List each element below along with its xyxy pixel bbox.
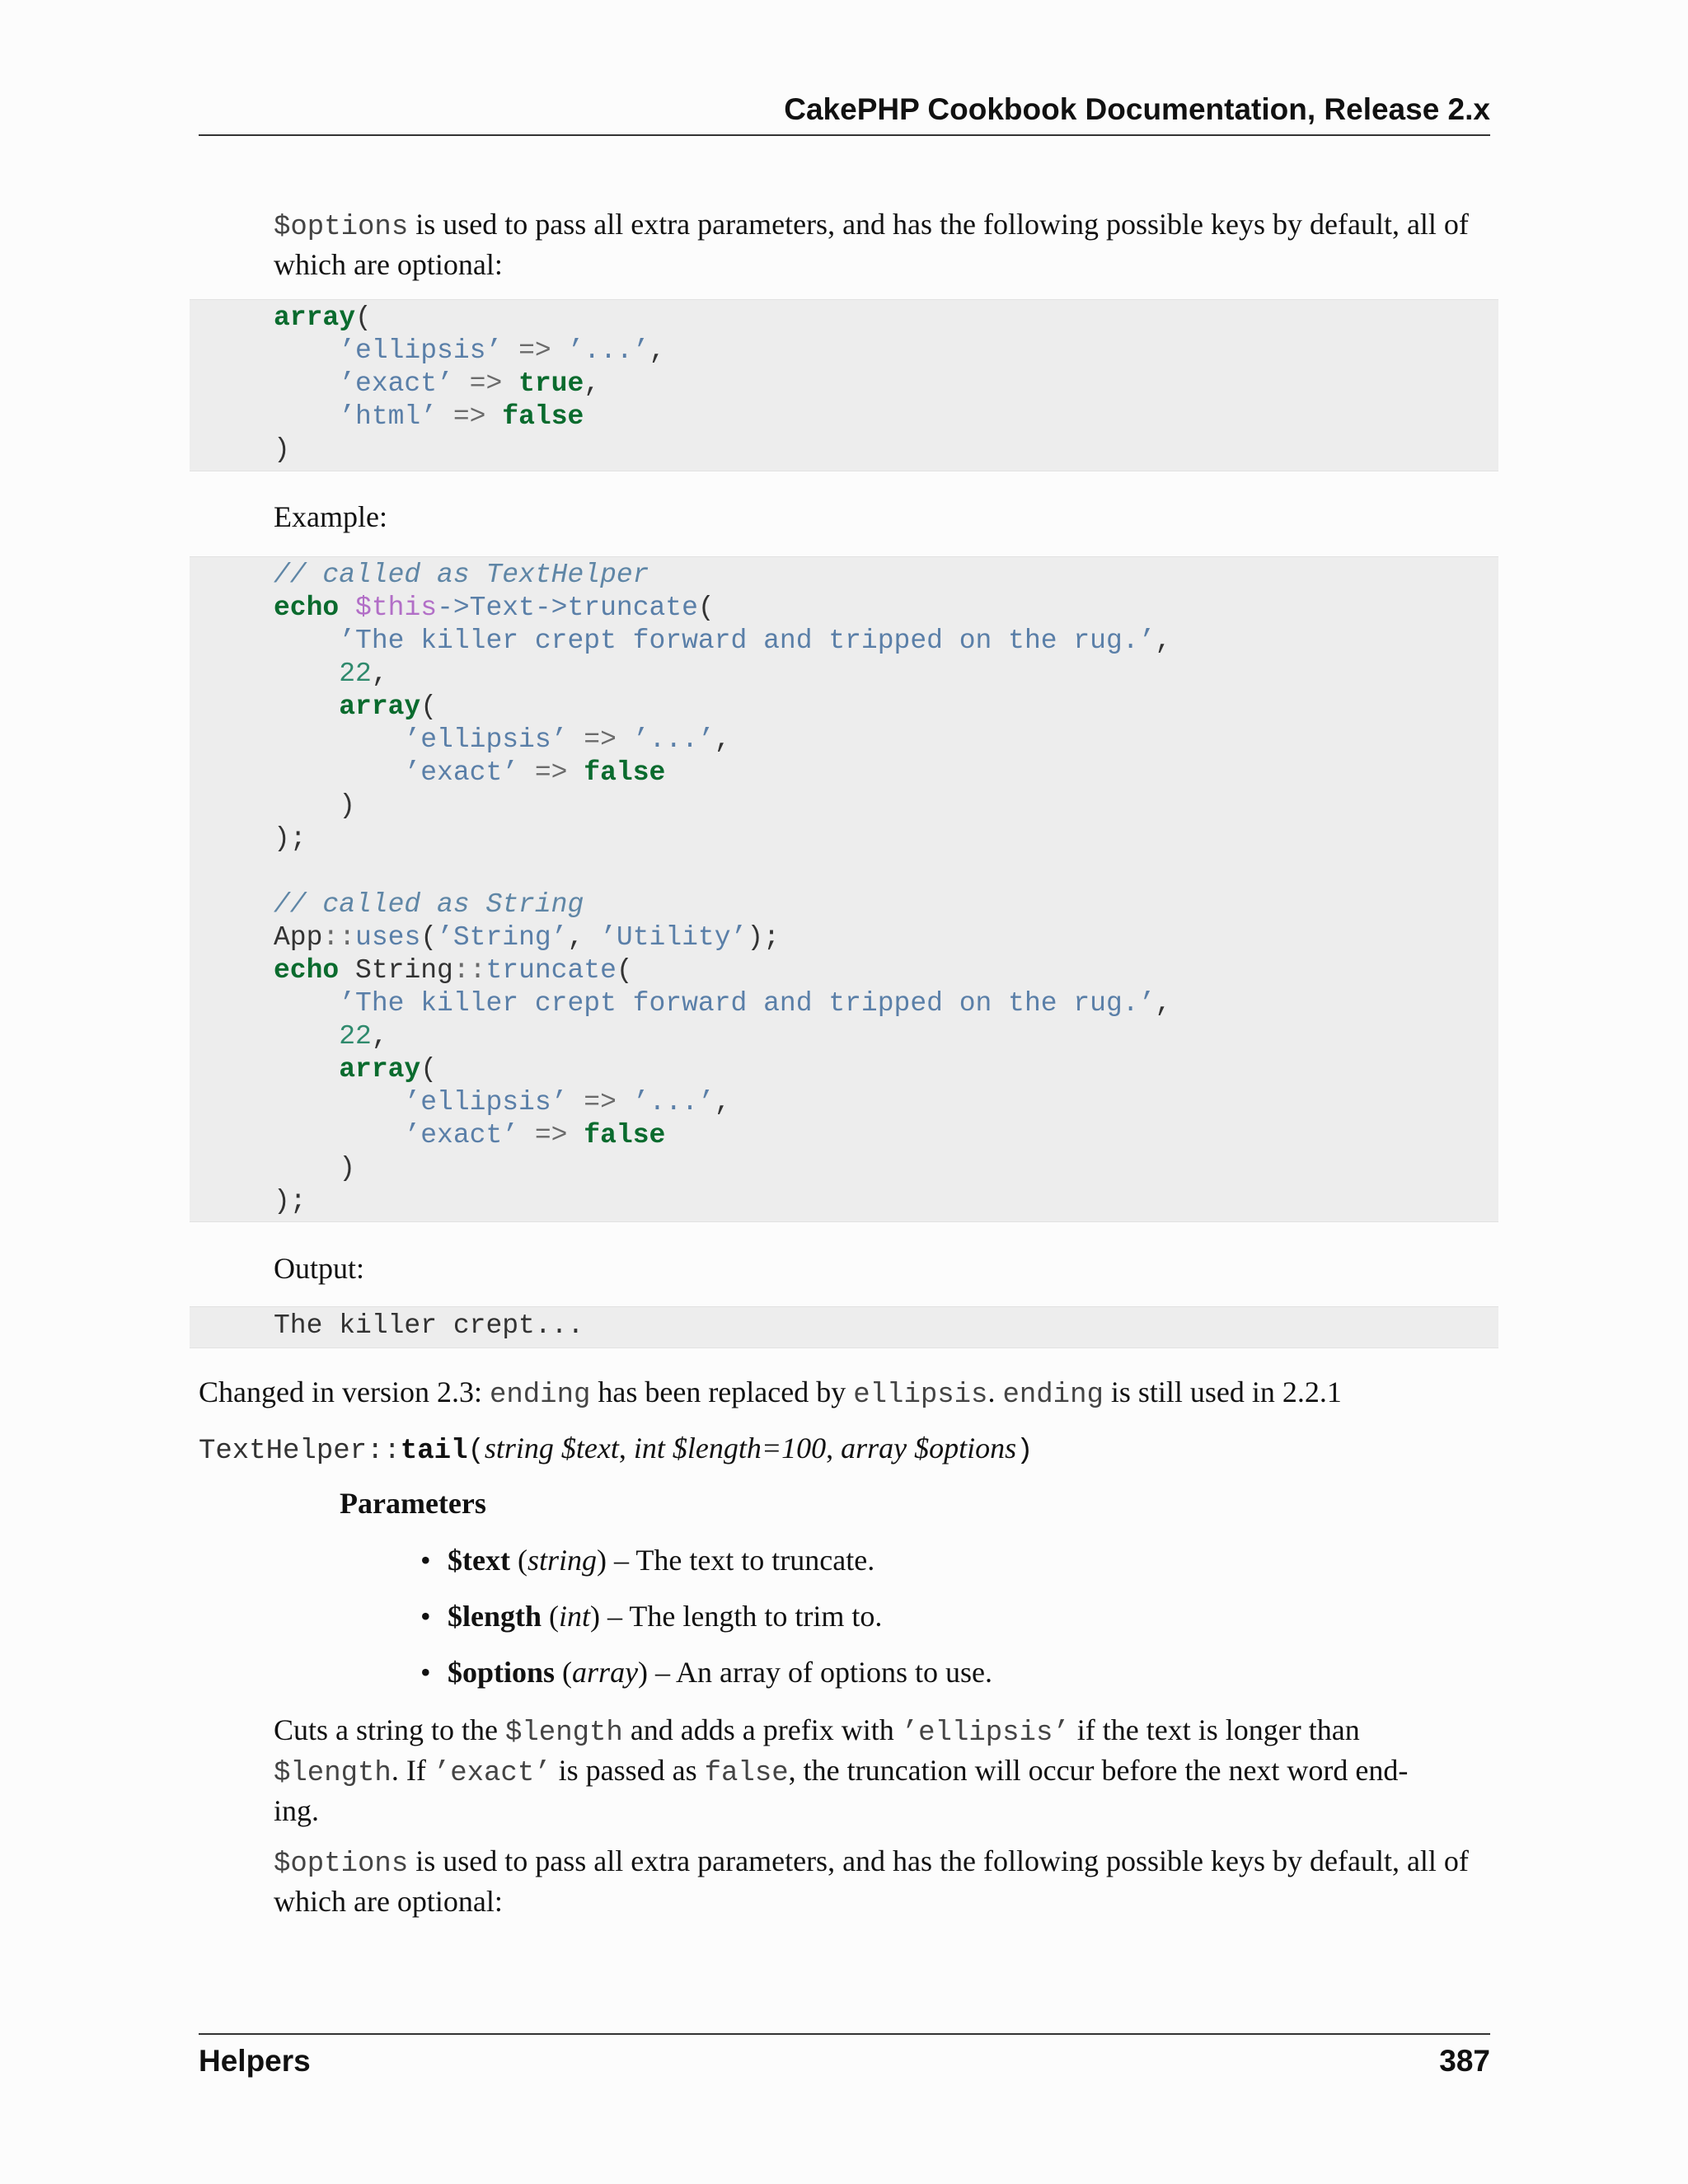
code-string: ’ellipsis’: [339, 335, 503, 366]
code-comment: // called as String: [274, 889, 584, 920]
changed-text: .: [987, 1376, 1003, 1408]
code-string: ’ellipsis’: [404, 1087, 568, 1118]
param-name: $options: [448, 1656, 556, 1689]
header-rule: [199, 134, 1490, 136]
inline-code: ending: [489, 1380, 591, 1411]
code-string: ’String’: [437, 922, 568, 953]
outro-text-1: is used to pass all extra parameters, and has the following possible keys by default, all of: [408, 1844, 1469, 1877]
code-string: ’exact’: [339, 368, 453, 399]
changed-in-version-note: [199, 1374, 1490, 1414]
signature-arg: array $options: [841, 1432, 1017, 1465]
param-name: $length: [448, 1600, 542, 1633]
code-string: ’...’: [632, 724, 715, 755]
code-string: ’exact’: [404, 757, 519, 788]
code-string: ’ellipsis’: [404, 724, 568, 755]
code-options-array: array( ’ellipsis’ => ’...’, ’exact’ => true, ’html’ => false ): [274, 302, 666, 465]
code-output: The killer crept...: [274, 1310, 584, 1341]
running-header-title: CakePHP Cookbook Documentation, Release 2.x: [784, 92, 1490, 126]
code-keyword: echo: [274, 593, 340, 623]
inline-code: $length: [274, 1758, 392, 1789]
signature-method: tail: [400, 1436, 468, 1467]
inline-code: $length: [505, 1718, 623, 1749]
code-class: App: [274, 922, 323, 953]
code-keyword: array: [274, 302, 356, 333]
code-string: ’...’: [632, 1087, 715, 1118]
code-string: ’The killer crept forward and tripped on the rug.’: [339, 626, 1156, 656]
param-desc: – The text to truncate.: [607, 1544, 875, 1577]
inline-code: ellipsis: [853, 1380, 988, 1411]
options-outro-paragraph: [274, 1843, 1490, 1920]
inline-code: ’ellipsis’: [901, 1718, 1070, 1749]
tail-description: Cuts a string to the $length and adds a prefix with ’ellipsis’ if the text is longer than $length. If ’exact’ is passed as false, the truncation will occur before the next word end- ing.: [274, 1713, 1409, 1827]
inline-code: false: [704, 1758, 789, 1789]
code-keyword: false: [584, 757, 666, 788]
param-desc: – The length to trim to.: [600, 1600, 883, 1633]
code-keyword: false: [584, 1120, 666, 1151]
code-string: ’...’: [567, 335, 649, 366]
code-function: ->Text->truncate: [437, 593, 698, 623]
options-var: $options: [274, 1849, 409, 1880]
inline-code: ending: [1002, 1380, 1104, 1411]
intro-text-1: is used to pass all extra parameters, and has the following possible keys by default, all of: [408, 208, 1469, 241]
code-keyword: echo: [274, 955, 340, 986]
changed-text: has been replaced by: [590, 1376, 854, 1408]
code-function: uses: [355, 922, 421, 953]
signature-paren: ): [1016, 1436, 1034, 1467]
code-class: String: [355, 955, 453, 986]
param-type: int: [559, 1600, 591, 1633]
param-type: array: [572, 1656, 639, 1689]
output-label: Output:: [274, 1252, 365, 1285]
changed-text: is still used in 2.2.1: [1103, 1376, 1342, 1408]
signature-class: TextHelper: [199, 1436, 368, 1467]
param-name: $text: [448, 1544, 510, 1577]
code-function: truncate: [485, 955, 617, 986]
code-string: ’The killer crept forward and tripped on the rug.’: [339, 988, 1156, 1019]
footer-section: Helpers: [199, 2044, 311, 2078]
page-number: 387: [1439, 2044, 1490, 2078]
code-string: ’exact’: [404, 1120, 519, 1151]
code-string: ’Utility’: [600, 922, 748, 953]
param-type: string: [527, 1544, 597, 1577]
param-item: • $length (int) – The length to trim to.: [420, 1600, 883, 1633]
code-keyword: false: [502, 401, 584, 432]
intro-text-2: which are optional:: [274, 248, 503, 281]
inline-code: ’exact’: [433, 1758, 551, 1789]
example-label: Example:: [274, 500, 387, 533]
param-desc: – An array of options to use.: [648, 1656, 992, 1689]
outro-text-2: which are optional:: [274, 1885, 503, 1918]
changed-prefix: Changed in version 2.3:: [199, 1376, 490, 1408]
param-item: • $options (array) – An array of options to use.: [420, 1656, 992, 1689]
code-keyword: array: [339, 691, 421, 722]
code-example: // called as TextHelper echo $this->Text->truncate( ’The killer crept forward and tripped on the rug.’, 22, array( ’ellipsis’ => ’...’, ’exact’ => false ) ); // called as String App::uses(’String’, ’Utility’); echo String::truncate( ’The killer crept forward and tripped on the rug.’, 22, array( ’ellipsis’ => ’...’, ’exact’ => false ) );: [274, 560, 1172, 1216]
code-variable: $this: [355, 593, 438, 623]
options-intro-paragraph: [274, 206, 1490, 284]
signature-arg: string $text: [484, 1432, 619, 1465]
options-var: $options: [274, 212, 409, 243]
code-keyword: true: [518, 368, 584, 399]
param-item: • $text (string) – The text to truncate.: [420, 1544, 875, 1577]
code-comment: // called as TextHelper: [274, 560, 649, 590]
code-keyword: array: [339, 1054, 421, 1085]
parameters-heading: Parameters: [340, 1487, 486, 1520]
code-number: 22: [339, 658, 372, 689]
method-signature: TextHelper::tail(string $text, int $length=100, array $options): [199, 1432, 1034, 1467]
code-string: ’html’: [339, 401, 438, 432]
footer-rule: [199, 2033, 1490, 2035]
signature-paren: (: [467, 1436, 485, 1467]
signature-arg: int $length=100: [633, 1432, 827, 1465]
signature-sep: ::: [367, 1436, 401, 1467]
code-number: 22: [339, 1021, 372, 1052]
